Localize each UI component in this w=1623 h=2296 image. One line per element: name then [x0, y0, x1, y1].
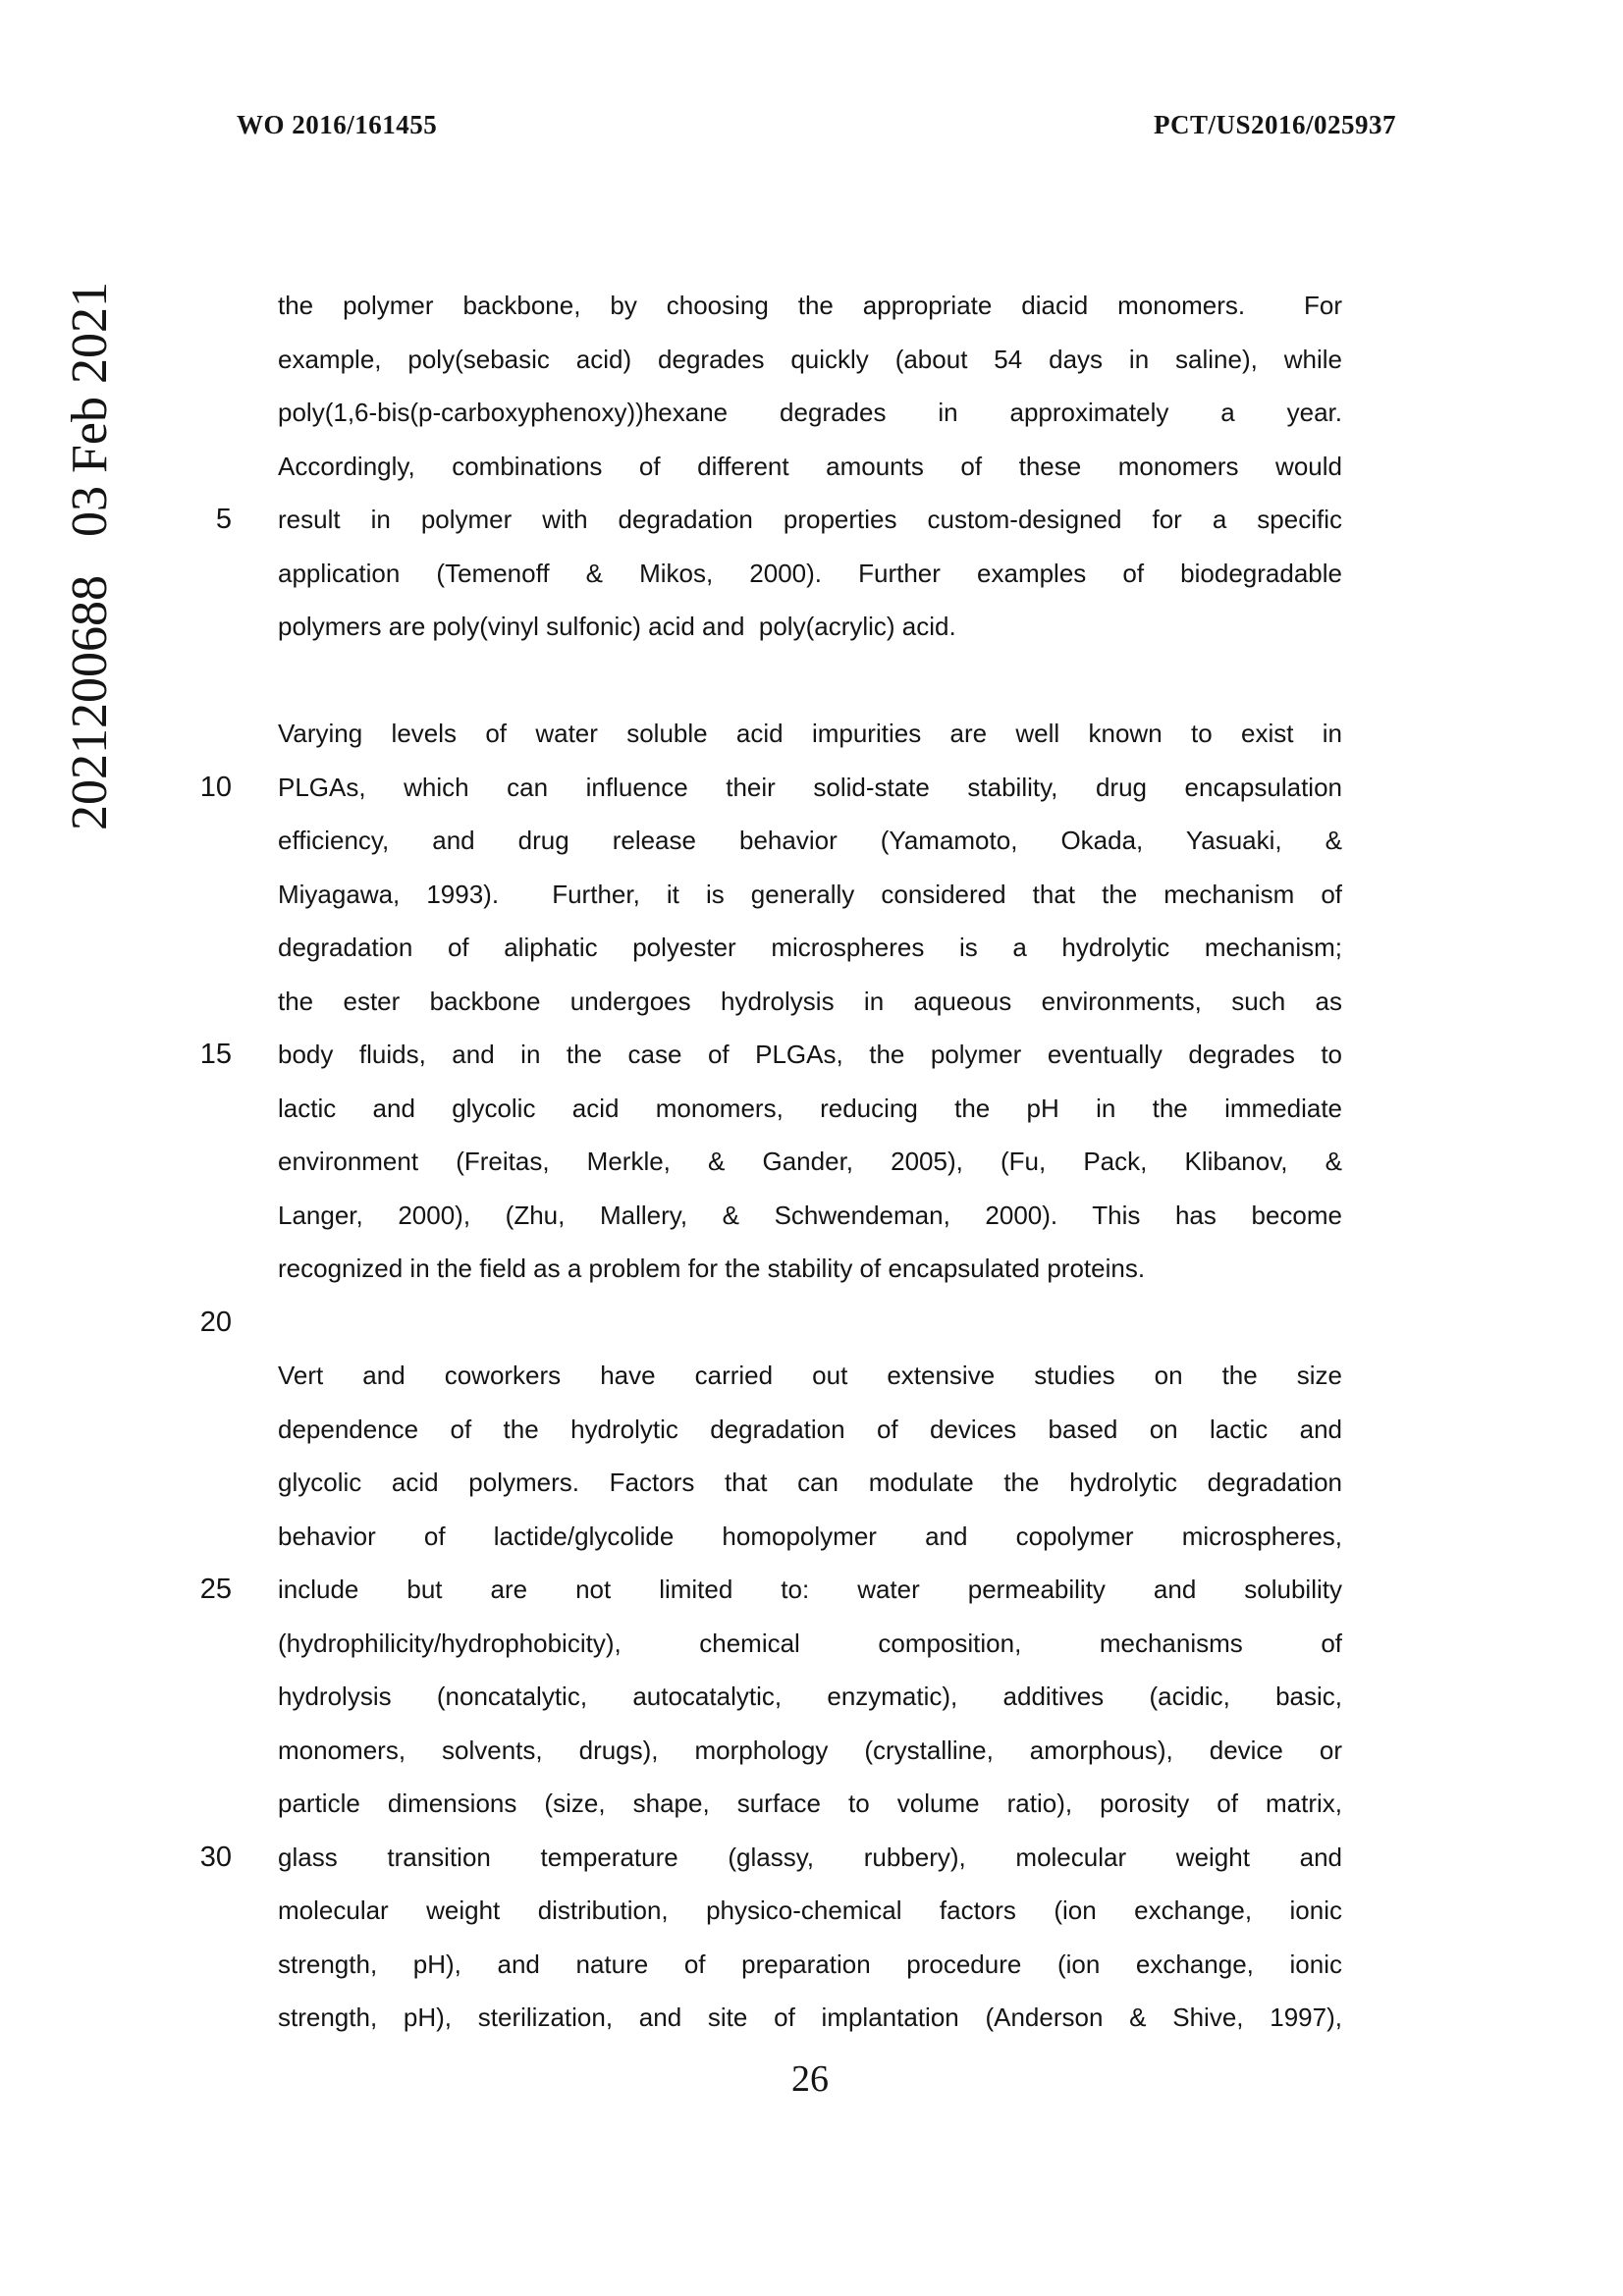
body-line-row	[192, 1296, 1342, 1350]
body-line: behavior of lactide/glycolide homopolymer and copolymer microspheres,	[278, 1521, 1342, 1551]
body-line-row	[192, 1510, 1342, 1564]
line-number: 20	[199, 1306, 232, 1338]
body-text	[192, 279, 1342, 2045]
body-line: Langer, 2000), (Zhu, Mallery, & Schwendeman, 2000). This has become	[278, 1200, 1342, 1230]
body-line: (hydrophilicity/hydrophobicity), chemical composition, mechanisms of	[278, 1628, 1342, 1658]
line-number	[192, 1991, 232, 2045]
body-line-row	[192, 333, 1342, 387]
body-line: environment (Freitas, Merkle, & Gander, 2005), (Fu, Pack, Klibanov, &	[278, 1147, 1342, 1176]
line-number	[192, 1724, 232, 1778]
line-number: 10	[199, 771, 232, 803]
body-line-row	[192, 868, 1342, 922]
body-line-row	[192, 279, 1342, 333]
body-line: Vert and coworkers have carried out extensive studies on the size	[278, 1361, 1342, 1390]
body-line: glycolic acid polymers. Factors that can modulate the hydrolytic degradation	[278, 1468, 1342, 1497]
line-number	[192, 1938, 232, 1992]
body-line-row	[192, 1403, 1342, 1457]
line-number	[192, 333, 232, 387]
body-line: include but are not limited to: water permeability and solubility	[278, 1575, 1342, 1604]
body-line-row	[192, 1135, 1342, 1189]
body-line: example, poly(sebasic acid) degrades quickly (about 54 days in saline), while	[278, 344, 1342, 374]
line-number	[192, 975, 232, 1029]
body-line-row	[192, 1938, 1342, 1992]
body-line: PLGAs, which can influence their solid-state stability, drug encapsulation	[278, 772, 1342, 802]
body-line: strength, pH), and nature of preparation procedure (ion exchange, ionic	[278, 1949, 1342, 1979]
body-line: result in polymer with degradation properties custom-designed for a specific	[278, 505, 1342, 534]
body-line-row	[192, 493, 1342, 547]
line-number	[192, 1456, 232, 1510]
body-line-row	[192, 707, 1342, 761]
line-number	[192, 1403, 232, 1457]
body-line: lactic and glycolic acid monomers, reducing the pH in the immediate	[278, 1093, 1342, 1123]
application-number: PCT/US2016/025937	[1154, 110, 1397, 139]
line-number	[192, 654, 232, 708]
line-number	[192, 707, 232, 761]
line-number	[192, 1135, 232, 1189]
line-number	[192, 921, 232, 975]
body-line: molecular weight distribution, physico-chemical factors (ion exchange, ionic	[278, 1896, 1342, 1925]
line-number	[192, 440, 232, 494]
body-line: dependence of the hydrolytic degradation of devices based on lactic and	[278, 1414, 1342, 1444]
body-line: monomers, solvents, drugs), morphology (crystalline, amorphous), device or	[278, 1735, 1342, 1765]
body-line: particle dimensions (size, shape, surface to volume ratio), porosity of matrix,	[278, 1789, 1342, 1818]
body-line-row	[192, 1991, 1342, 2045]
line-number: 15	[199, 1039, 232, 1070]
body-line: the ester backbone undergoes hydrolysis in aqueous environments, such as	[278, 986, 1342, 1016]
body-line-row	[192, 547, 1342, 601]
body-line-row	[192, 600, 1342, 654]
line-number	[192, 868, 232, 922]
body-line	[278, 654, 1342, 708]
body-line: efficiency, and drug release behavior (Yamamoto, Okada, Yasuaki, &	[278, 826, 1342, 855]
line-number: 30	[199, 1841, 232, 1873]
body-line-row	[192, 1349, 1342, 1403]
body-line-row	[192, 386, 1342, 440]
line-number	[192, 1189, 232, 1243]
body-line: Varying levels of water soluble acid impurities are well known to exist in	[278, 719, 1342, 748]
publication-number: WO 2016/161455	[237, 110, 438, 139]
line-number	[192, 386, 232, 440]
page-number: 26	[791, 2058, 829, 2100]
body-line-row	[192, 1724, 1342, 1778]
sidebar-annotation: 2021200688 03 Feb 2021	[62, 282, 118, 830]
line-number: 25	[199, 1574, 232, 1605]
body-line: degradation of aliphatic polyester microspheres is a hydrolytic mechanism;	[278, 933, 1342, 962]
body-line: strength, pH), sterilization, and site of implantation (Anderson & Shive, 1997),	[278, 2002, 1342, 2032]
body-line: recognized in the field as a problem for the stability of encapsulated proteins.	[278, 1254, 1146, 1283]
body-line-row	[192, 1563, 1342, 1617]
body-line: hydrolysis (noncatalytic, autocatalytic, enzymatic), additives (acidic, basic,	[278, 1682, 1342, 1711]
body-line-row	[192, 1617, 1342, 1671]
body-line: poly(1,6-bis(p-carboxyphenoxy))hexane degrades in approximately a year.	[278, 398, 1342, 427]
body-line: Miyagawa, 1993). Further, it is generally considered that the mechanism of	[278, 879, 1342, 909]
body-line-row	[192, 1884, 1342, 1938]
body-line-row	[192, 921, 1342, 975]
line-number	[192, 1617, 232, 1671]
line-number	[192, 1884, 232, 1938]
body-line-row	[192, 654, 1342, 708]
body-line: glass transition temperature (glassy, rubbery), molecular weight and	[278, 1842, 1342, 1872]
line-number	[192, 1670, 232, 1724]
line-number	[192, 1242, 232, 1296]
body-line: body fluids, and in the case of PLGAs, the polymer eventually degrades to	[278, 1040, 1342, 1069]
body-line: Accordingly, combinations of different amounts of these monomers would	[278, 451, 1342, 481]
body-line-row	[192, 1831, 1342, 1885]
line-number	[192, 1082, 232, 1136]
body-line	[278, 1296, 1342, 1350]
body-line-row	[192, 1456, 1342, 1510]
body-line: application (Temenoff & Mikos, 2000). Further examples of biodegradable	[278, 558, 1342, 588]
line-number	[192, 1349, 232, 1403]
line-number	[192, 600, 232, 654]
body-line: the polymer backbone, by choosing the appropriate diacid monomers. For	[278, 291, 1342, 320]
body-line-row	[192, 975, 1342, 1029]
line-number	[192, 1510, 232, 1564]
line-number: 5	[215, 504, 232, 535]
body-line-row	[192, 1670, 1342, 1724]
body-line-row	[192, 1028, 1342, 1082]
line-number	[192, 1777, 232, 1831]
line-number	[192, 547, 232, 601]
line-number	[192, 279, 232, 333]
body-line-row	[192, 440, 1342, 494]
body-line-row	[192, 1189, 1342, 1243]
body-line-row	[192, 1777, 1342, 1831]
line-number	[192, 814, 232, 868]
body-line-row	[192, 1082, 1342, 1136]
body-line-row	[192, 1242, 1342, 1296]
body-line-row	[192, 814, 1342, 868]
body-line-row	[192, 761, 1342, 815]
body-line: polymers are poly(vinyl sulfonic) acid and poly(acrylic) acid.	[278, 612, 956, 641]
